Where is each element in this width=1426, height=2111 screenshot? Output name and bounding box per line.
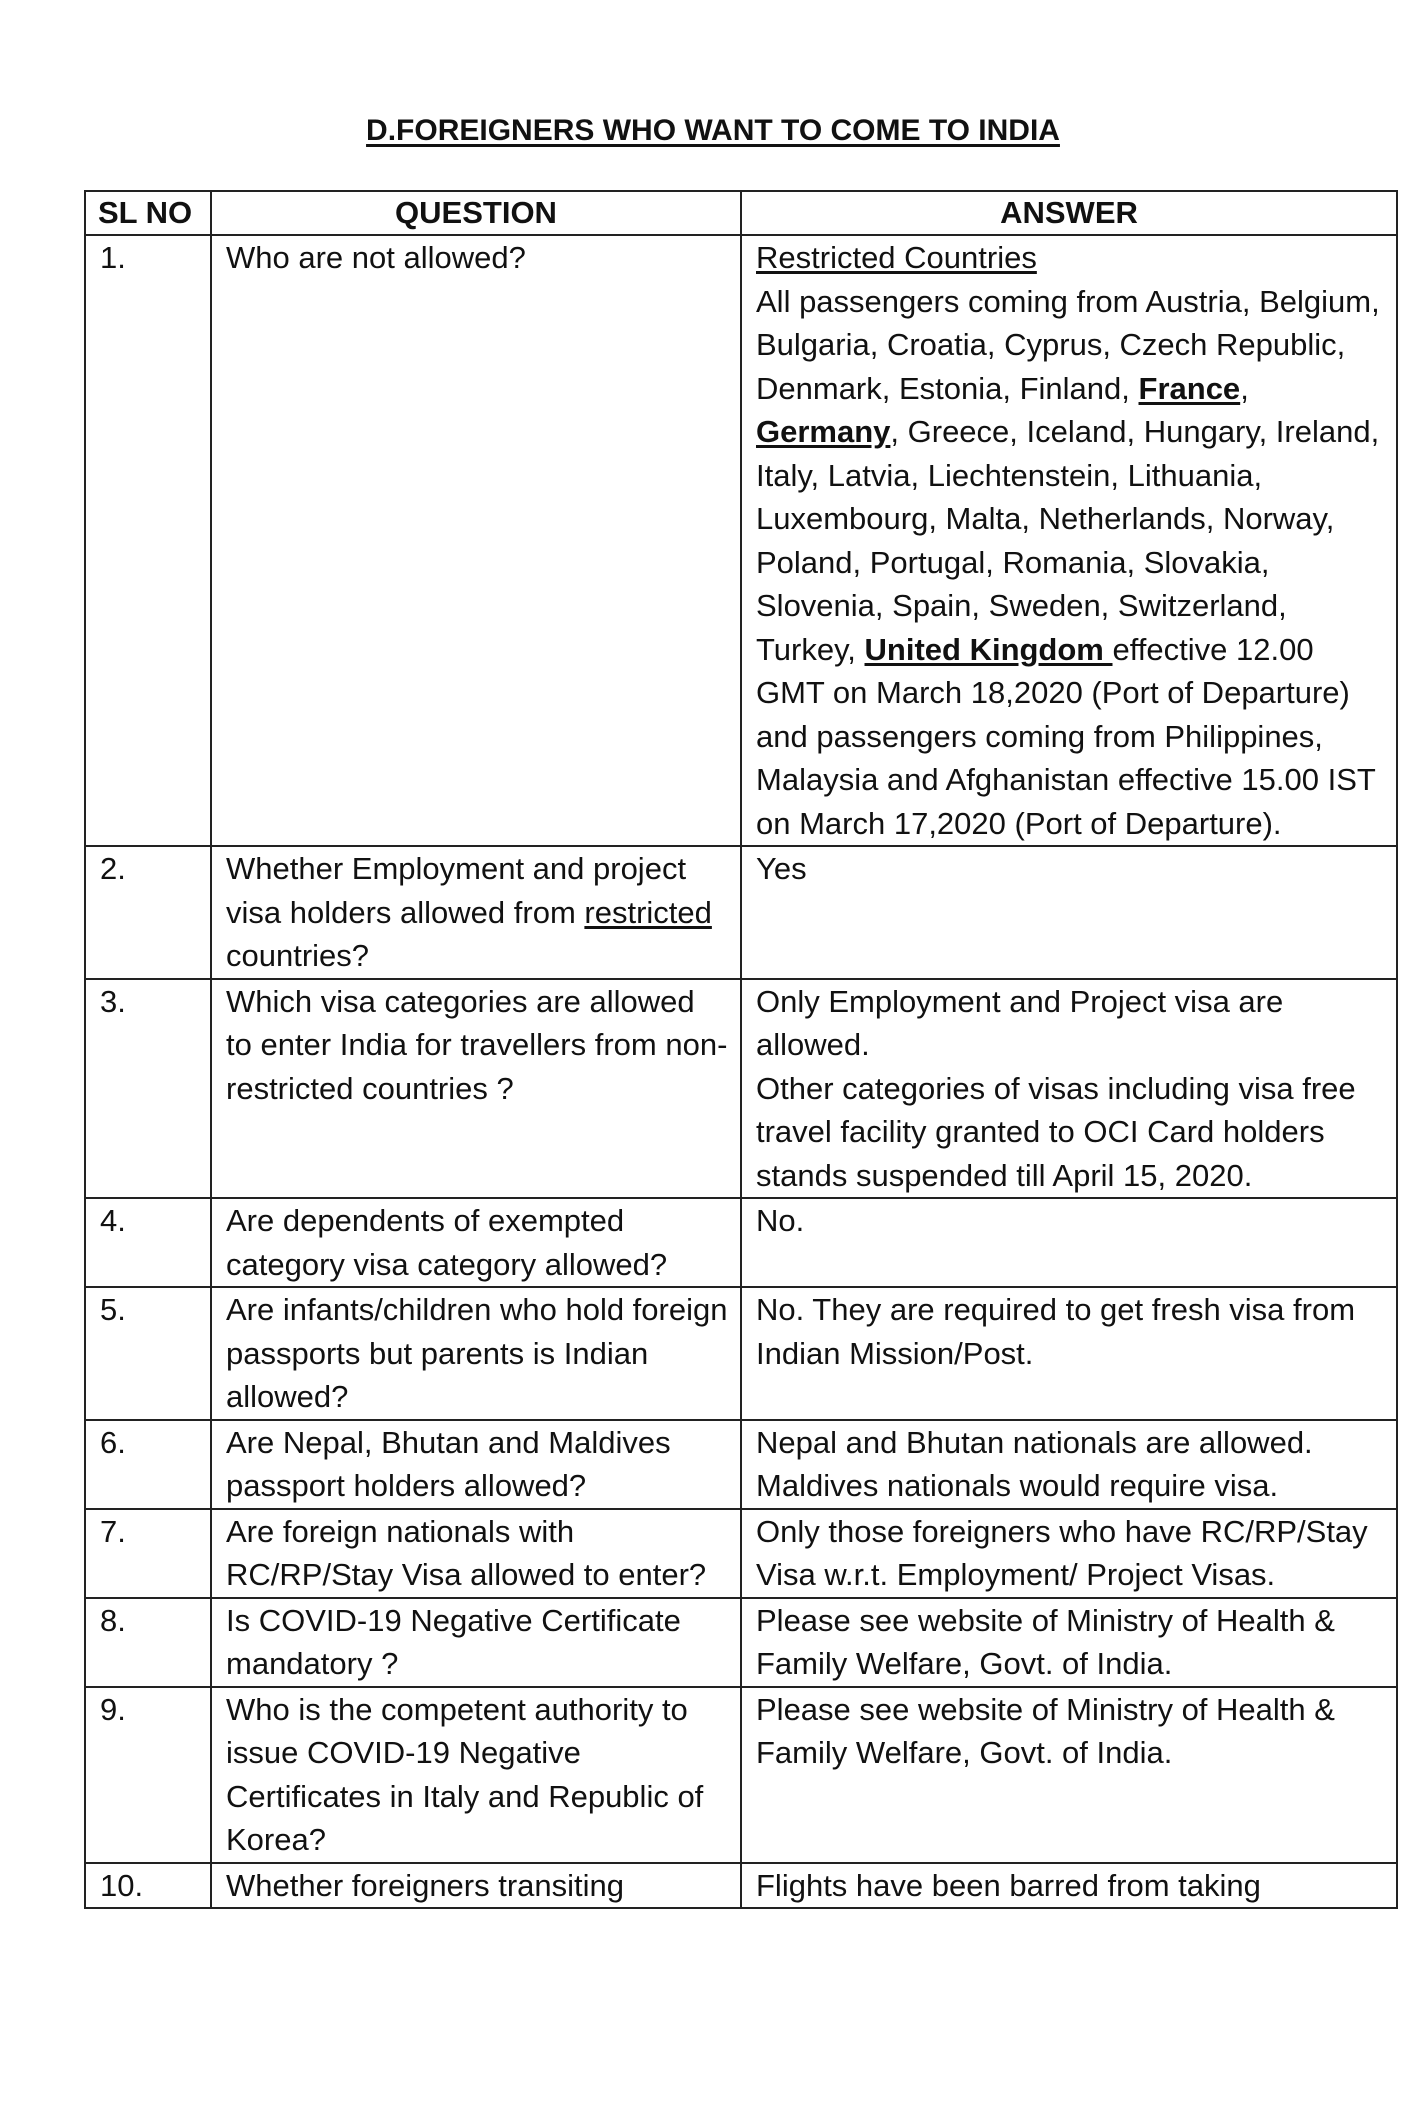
row-answer: No.: [741, 1198, 1397, 1287]
question-text: countries?: [226, 938, 370, 973]
header-sl-no: SL NO: [85, 191, 211, 235]
row-question: Are infants/children who hold foreign passports but parents is Indian allowed?: [211, 1287, 741, 1420]
table-header-row: [85, 191, 1397, 235]
row-question: Which visa categories are allowed to enter India for travellers from non-restricted countries ?: [211, 979, 741, 1199]
row-question: Are Nepal, Bhutan and Maldives passport holders allowed?: [211, 1420, 741, 1509]
row-answer: No. They are required to get fresh visa from Indian Mission/Post.: [741, 1287, 1397, 1420]
row-answer: [741, 1420, 1397, 1509]
faq-table: [84, 190, 1398, 1909]
country-germany: Germany: [756, 414, 891, 449]
restricted-countries-heading: Restricted Countries: [756, 240, 1037, 275]
question-underlined-text: restricted: [584, 894, 712, 930]
row-answer: Please see website of Ministry of Health & Family Welfare, Govt. of India.: [741, 1687, 1397, 1863]
row-question: Are foreign nationals with RC/RP/Stay Visa allowed to enter?: [211, 1509, 741, 1598]
answer-text: All passengers coming from Austria, Belgium, Bulgaria, Croatia, Cyprus, Czech Republic, Denmark, Estonia, Finland,: [756, 283, 1380, 406]
row-question: Who is the competent authority to issue COVID-19 Negative Certificates in Italy and Republic of Korea?: [211, 1687, 741, 1863]
row-answer: Please see website of Ministry of Health & Family Welfare, Govt. of India.: [741, 1598, 1397, 1687]
row-answer: [741, 235, 1397, 846]
row-number: 6.: [85, 1420, 211, 1509]
row-number: 10.: [85, 1863, 211, 1909]
table-row: [85, 1198, 1397, 1287]
country-united-kingdom: United Kingdom: [864, 631, 1113, 667]
country-france: France: [1138, 370, 1241, 406]
row-question: Who are not allowed?: [211, 235, 741, 846]
row-number: 9.: [85, 1687, 211, 1863]
row-answer: [741, 979, 1397, 1199]
answer-line: Nepal and Bhutan nationals are allowed.: [756, 1424, 1313, 1460]
table-row: [85, 1420, 1397, 1509]
row-answer: Flights have been barred from taking: [741, 1863, 1397, 1909]
row-question: Are dependents of exempted category visa category allowed?: [211, 1198, 741, 1287]
row-number: 4.: [85, 1198, 211, 1287]
table-row: [85, 979, 1397, 1199]
document-title: D.FOREIGNERS WHO WANT TO COME TO INDIA: [366, 114, 1060, 147]
answer-text: , Greece, Iceland, Hungary, Ireland, Italy, Latvia, Liechtenstein, Lithuania, Luxembourg, Malta, Netherlands, Norway, Poland, Portugal, Romania, Slovakia, Slovenia, Spain, Sweden, Switzerland, Turkey,: [756, 414, 1380, 667]
table-row: [85, 235, 1397, 846]
row-question: Is COVID-19 Negative Certificate mandatory ?: [211, 1598, 741, 1687]
header-answer: ANSWER: [741, 191, 1397, 235]
row-number: 2.: [85, 846, 211, 979]
answer-line: Only Employment and Project visa are allowed.: [756, 983, 1284, 1062]
table-row: [85, 1598, 1397, 1687]
row-answer: Yes: [741, 846, 1397, 979]
table-row: [85, 1287, 1397, 1420]
table-row: [85, 1687, 1397, 1863]
row-question: [211, 846, 741, 979]
header-question: QUESTION: [211, 191, 741, 235]
answer-line: Other categories of visas including visa free travel facility granted to OCI Card holders stands suspended till April 15, 2020.: [756, 1070, 1356, 1193]
table-row: [85, 1863, 1397, 1909]
answer-line: Maldives nationals would require visa.: [756, 1468, 1279, 1503]
table-row: [85, 846, 1397, 979]
row-answer: Only those foreigners who have RC/RP/Stay Visa w.r.t. Employment/ Project Visas.: [741, 1509, 1397, 1598]
row-question: Whether foreigners transiting: [211, 1863, 741, 1909]
row-number: 8.: [85, 1598, 211, 1687]
row-number: 7.: [85, 1509, 211, 1598]
table-row: [85, 1509, 1397, 1598]
answer-separator: ,: [1240, 370, 1249, 406]
row-number: 3.: [85, 979, 211, 1199]
row-number: 5.: [85, 1287, 211, 1420]
row-number: 1.: [85, 235, 211, 846]
question-text: Whether Employment and project visa holders allowed from: [226, 851, 687, 930]
answer-text: effective 12.00 GMT on March 18,2020 (Port of Departure) and passengers coming from Philippines, Malaysia and Afghanistan effective 15.00 IST on March 17,2020 (Port of Departure).: [756, 631, 1376, 841]
